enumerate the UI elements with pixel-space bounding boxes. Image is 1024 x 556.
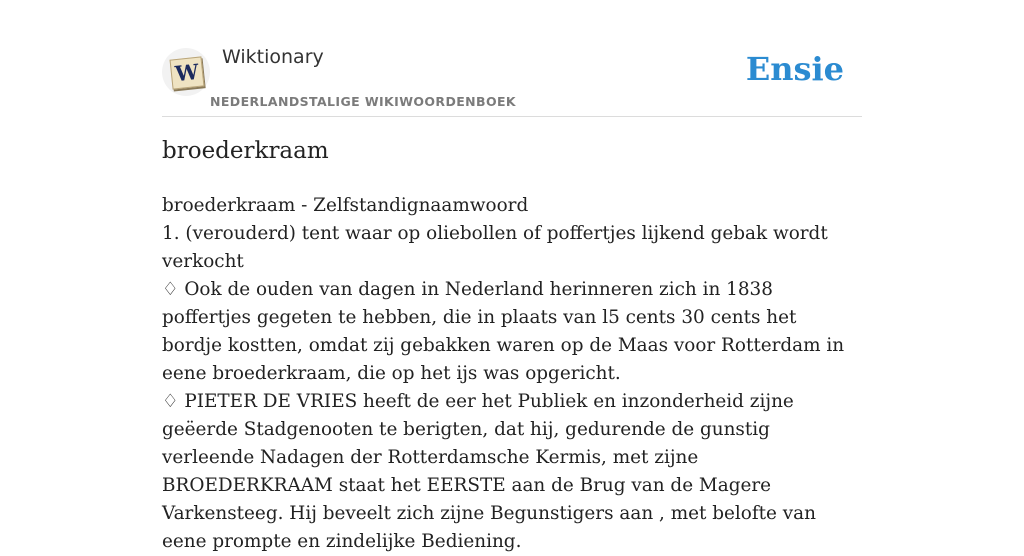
example-quote-1: ♢ Ook de ouden van dagen in Nederland herinneren zich in 1838 poffertjes gegeten te hebben, die in plaats van l5 cents 30 cents het bordje kostten, omdat zij gebakken waren op de Maas voor Rotterdam in eene broederkraam, die op het ijs was opgericht. bbox=[162, 279, 845, 384]
ensie-brand-logo[interactable]: Ensie bbox=[745, 50, 844, 88]
wiktionary-logo[interactable] bbox=[162, 48, 210, 96]
site-name-link[interactable]: Wiktionary bbox=[222, 46, 324, 68]
entry-title: broederkraam bbox=[162, 138, 329, 164]
part-of-speech-line: broederkraam - Zelfstandignaamwoord bbox=[162, 195, 529, 216]
logo-letter: W bbox=[173, 58, 200, 87]
site-subtitle: NEDERLANDSTALIGE WIKIWOORDENBOEK bbox=[210, 94, 517, 109]
logo-tile-icon bbox=[170, 56, 205, 89]
definition-line: 1. (verouderd) tent waar op oliebollen of poffertjes lijkend gebak wordt verkocht bbox=[162, 223, 828, 272]
example-quote-2: ♢ PIETER DE VRIES heeft de eer het Publiek en inzonderheid zijne geëerde Stadgenooten te berigten, dat hij, gedurende de gunstig verleende Nadagen der Rotterdamsche Kermis, met zijne BROEDERKRAAM staat het EERSTE aan de Brug van de Magere Varkensteeg. Hij beveelt zich zijne Begunstigers aan , met belofte van eene prompte en zindelijke Bediening. bbox=[162, 391, 816, 552]
entry-content bbox=[162, 192, 862, 556]
site-header bbox=[162, 42, 862, 117]
